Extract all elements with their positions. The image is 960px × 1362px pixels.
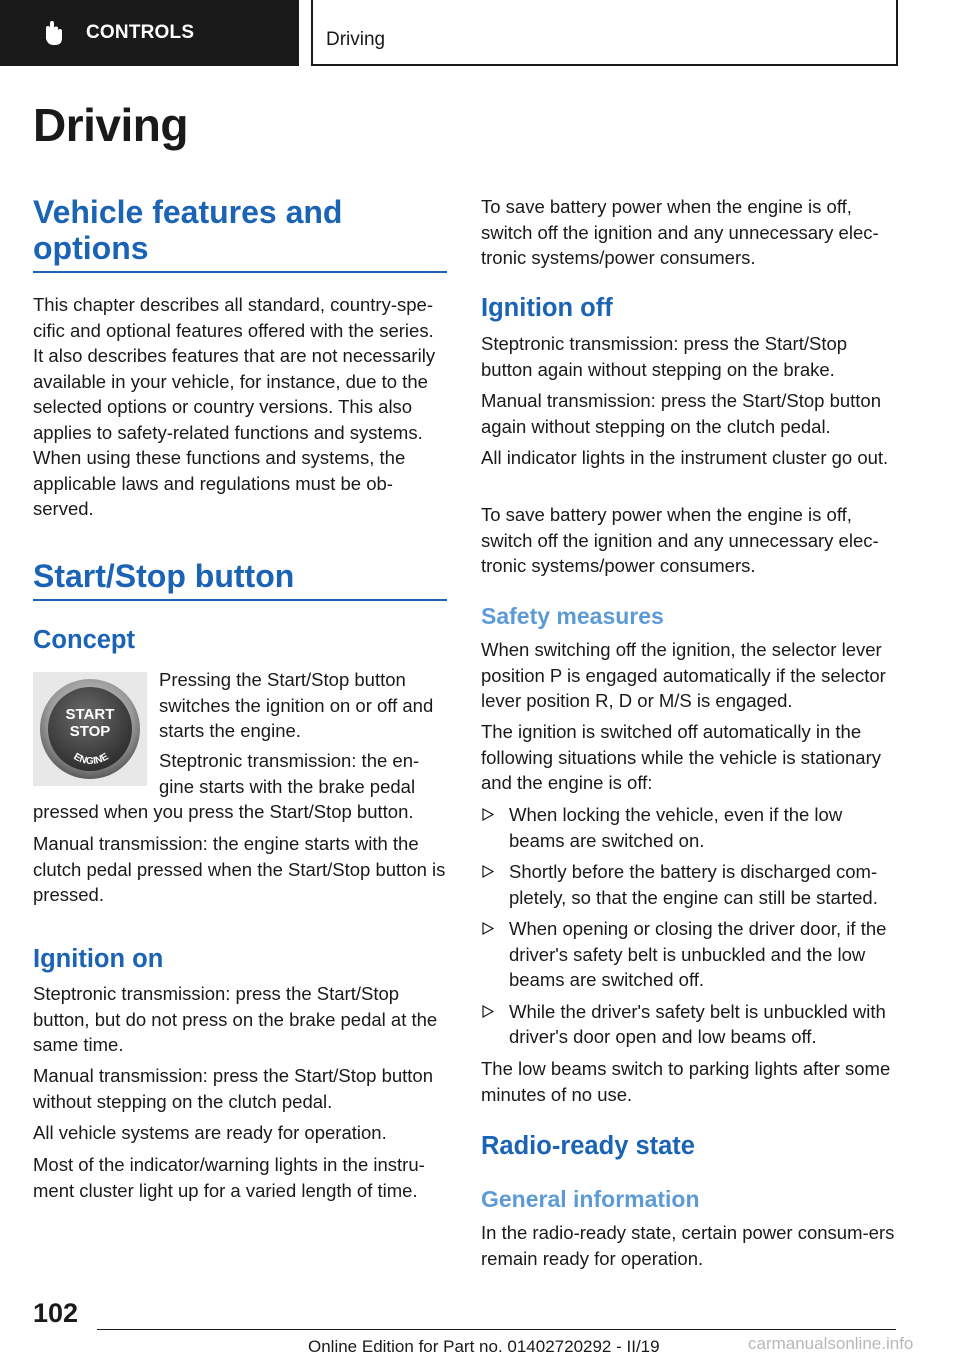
edition-text: Online Edition for Part no. 01402720292 - II/19	[308, 1337, 660, 1356]
startstop-heading: Start/Stop button	[33, 558, 295, 594]
safety-paragraph-2: The ignition is switched off automatically in the following situations while the vehicle is stationary and the engine is off:	[481, 721, 882, 793]
ignition-off-heading: Ignition off	[481, 294, 613, 322]
bullet-text: Shortly before the battery is discharged com-pletely, so that the engine can still be started.	[509, 861, 878, 908]
concept-paragraph-2b: pressed when you press the Start/Stop button.	[33, 801, 414, 822]
list-item	[481, 802, 896, 853]
ignition-off-paragraph-2: Manual transmission: press the Start/Stop button again without stepping on the clutch pedal.	[481, 390, 882, 437]
list-item	[481, 916, 896, 993]
list-item	[481, 999, 896, 1050]
ignition-on-paragraph-1: Steptronic transmission: press the Start/Stop button, but do not press on the brake pedal at the same time.	[33, 983, 438, 1055]
general-paragraph-1: In the radio-ready state, certain power consum-ers remain ready for operation.	[481, 1222, 895, 1269]
start-stop-engine-icon	[33, 672, 147, 786]
ignition-off-paragraph-3: All indicator lights in the instrument cluster go out.	[481, 447, 889, 468]
ignition-off-paragraph-1: Steptronic transmission: press the Start/Stop button again without stepping on the brake.	[481, 333, 848, 380]
triangle-bullet-icon	[482, 865, 494, 878]
concept-heading: Concept	[33, 626, 135, 654]
page-number: 102	[33, 1298, 79, 1328]
ignition-on-heading: Ignition on	[33, 945, 164, 973]
chapter-tab	[311, 0, 898, 66]
concept-paragraph-2a: Steptronic transmission: the en-gine starts with the brake pedal	[159, 750, 420, 797]
safety-paragraph-1: When switching off the ignition, the selector lever position P is engaged automatically if the selector lever position R, D or M/S is engaged.	[481, 639, 886, 711]
engine-label: ENGINE	[71, 751, 111, 768]
section-label: CONTROLS	[86, 22, 195, 43]
save-battery-paragraph: To save battery power when the engine is off, switch off the ignition and any unnecessary elec-tronic systems/power consumers.	[481, 196, 879, 268]
page-header	[0, 0, 896, 66]
footer-divider	[97, 1329, 896, 1330]
watermark: carmanualsonline.info	[748, 1334, 914, 1353]
ignition-off-paragraph-4: To save battery power when the engine is off, switch off the ignition and any unnecessary elec-tronic systems/power consumers.	[481, 504, 879, 576]
ignition-on-paragraph-4: Most of the indicator/warning lights in the instru-ment cluster light up for a varied length of time.	[33, 1154, 425, 1201]
startstop-heading-block	[33, 558, 447, 601]
general-information-heading: General information	[481, 1186, 700, 1212]
concept-paragraph-3: Manual transmission: the engine starts with the clutch pedal pressed when the Start/Stop button is pressed.	[33, 833, 446, 905]
bullet-text: When opening or closing the driver door, if the driver's safety belt is unbuckled and the low beams are switched off.	[509, 918, 887, 990]
chapter-title: Driving	[326, 29, 386, 50]
vehicle-features-heading-block	[33, 194, 447, 273]
stop-label: STOP	[69, 723, 111, 740]
triangle-bullet-icon	[482, 1005, 494, 1018]
bullet-text: While the driver's safety belt is unbuckled with driver's door open and low beams off.	[509, 1000, 886, 1047]
concept-paragraph-1: Pressing the Start/Stop button switches the ignition on or off and starts the engine.	[159, 669, 434, 741]
section-tab	[0, 0, 299, 66]
vehicle-features-heading: Vehicle features and options	[33, 194, 343, 266]
ignition-on-paragraph-3: All vehicle systems are ready for operation.	[33, 1122, 387, 1143]
list-item	[481, 859, 896, 910]
safety-measures-heading: Safety measures	[481, 603, 664, 629]
bullet-text: When locking the vehicle, even if the low beams are switched on.	[509, 804, 843, 851]
safety-paragraph-3: The low beams switch to parking lights after some minutes of no use.	[481, 1058, 891, 1105]
radio-ready-heading: Radio-ready state	[481, 1132, 695, 1160]
page-title: Driving	[33, 99, 188, 151]
triangle-bullet-icon	[482, 922, 494, 935]
ignition-on-paragraph-2: Manual transmission: press the Start/Stop button without stepping on the clutch pedal.	[33, 1065, 434, 1112]
safety-bullet-list	[481, 802, 896, 1050]
hand-pointer-icon	[42, 19, 66, 47]
start-stop-button-image	[33, 672, 147, 786]
start-label: START	[65, 706, 115, 723]
triangle-bullet-icon	[482, 808, 494, 821]
vehicle-features-text: This chapter describes all standard, country-spe-cific and optional features offered with the series. It also describes features that are not necessarily available in your vehicle, for instance, due to the selected options or country versions. This also applies to safety-related functions and systems. When using these functions and systems, the applicable laws and regulations must be ob-served.	[33, 294, 436, 519]
